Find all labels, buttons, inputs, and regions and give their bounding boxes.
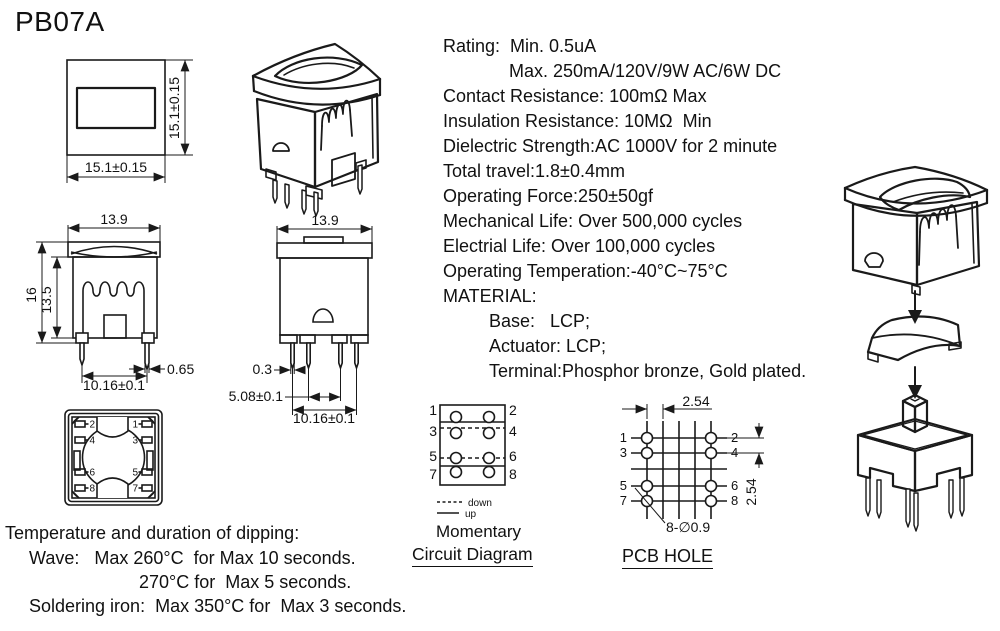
cover-part — [845, 167, 987, 295]
pin — [339, 343, 342, 368]
pin — [145, 343, 149, 369]
pin-number: 1 — [429, 402, 437, 418]
actuator-part — [868, 316, 961, 362]
pcb-hole-size-label: 8-∅0.9 — [666, 519, 711, 535]
body-notch — [332, 153, 355, 186]
spec-line: Contact Resistance: 100mΩ Max — [443, 86, 707, 106]
legend-down-label: down — [468, 498, 492, 509]
legend-up-label: up — [465, 509, 477, 520]
pin-number: 7 — [429, 466, 437, 482]
pin-number: 6 — [89, 467, 96, 479]
pcb-hole-drawing — [608, 388, 793, 550]
assembly-down-arrow — [908, 291, 922, 324]
circuit-type-label: Momentary — [436, 522, 522, 541]
pin-number: 3 — [132, 435, 138, 447]
top-view-width-dim: 15.1±0.15 — [84, 159, 148, 175]
pin-number: 4 — [731, 445, 739, 460]
top-view-window-outline — [77, 88, 155, 128]
spec-line: MATERIAL: — [443, 286, 537, 306]
page-title: PB07A — [15, 6, 105, 37]
spec-line: Total travel:1.8±0.4mm — [443, 161, 625, 181]
pin-number: 4 — [509, 423, 517, 439]
side-view-width-dim: 13.9 — [311, 212, 339, 228]
pin — [307, 343, 310, 368]
pin — [355, 343, 358, 368]
spring-contacts — [83, 282, 144, 338]
pcb-pitch-y-dim: 2.54 — [743, 478, 759, 506]
spec-line: Operating Temperation:-40°C~75°C — [443, 261, 728, 281]
pcb-pitch-x-dim: 2.54 — [682, 393, 710, 409]
pin-number: 4 — [89, 435, 96, 447]
pin-number: 1 — [132, 419, 138, 431]
front-view-drawing — [20, 205, 225, 400]
side-view-outer-span-dim: 10.16±0.1 — [292, 410, 356, 426]
pin-number: 5 — [132, 467, 138, 479]
spec-list — [443, 34, 806, 384]
bottom-view-drawing — [55, 400, 185, 525]
d-hole — [313, 309, 333, 322]
spec-line: Electrial Life: Over 100,000 cycles — [443, 236, 716, 256]
circuit-diagram-title: Circuit Diagram — [412, 544, 533, 567]
spec-line: Operating Force:250±50gf — [443, 186, 654, 206]
assembled-3d-drawing — [228, 38, 413, 233]
front-view-pin-width-dim: 0.65 — [167, 361, 195, 377]
cap-top-rim — [253, 44, 380, 79]
spec-line: Mechanical Life: Over 500,000 cycles — [443, 211, 743, 231]
base-part — [858, 395, 972, 531]
cap-outline — [277, 243, 372, 258]
front-view-pin-span-dim: 10.16±0.1 — [82, 377, 146, 393]
pin — [80, 343, 84, 365]
pin-number: 2 — [89, 419, 96, 431]
side-view-inner-span-dim: 5.08±0.1 — [228, 388, 283, 404]
pin-number: 2 — [731, 430, 739, 445]
side-view-drawing — [230, 205, 430, 430]
front-view-total-height-dim: 16 — [23, 287, 39, 303]
pcb-hole-title: PCB HOLE — [622, 546, 713, 569]
pin-number: 7 — [619, 493, 627, 508]
pin-number: 3 — [429, 423, 437, 439]
spec-line: Base: LCP; — [489, 311, 591, 331]
pin-number: 8 — [509, 466, 517, 482]
spec-line: Dielectric Strength:AC 1000V for 2 minute — [443, 136, 778, 156]
pin-number: 2 — [509, 402, 517, 418]
dipping-iron-line: Soldering iron: Max 350°C for Max 3 seconds. — [29, 596, 407, 616]
spec-line: Max. 250mA/120V/9W AC/6W DC — [509, 61, 782, 81]
dipping-wave-line2: 270°C for Max 5 seconds. — [139, 572, 352, 592]
front-view-body-height-dim: 13.5 — [38, 286, 54, 314]
d-hole — [273, 143, 289, 151]
dipping-title: Temperature and duration of dipping: — [5, 523, 300, 543]
body-right-face — [315, 94, 378, 187]
pin-number: 3 — [619, 445, 627, 460]
top-view-body-outline — [67, 60, 165, 155]
pin-number: 8 — [89, 483, 96, 495]
pin-number: 6 — [731, 478, 739, 493]
top-view-drawing — [20, 50, 210, 195]
pin-number: 5 — [619, 478, 627, 493]
pin-number: 7 — [132, 483, 138, 495]
dipping-wave-line: Wave: Max 260°C for Max 10 seconds. — [29, 548, 356, 568]
side-view-pin-width-dim: 0.3 — [252, 361, 272, 377]
exploded-3d-drawing — [835, 158, 1000, 562]
cap-lens — [275, 58, 362, 83]
spec-line: Actuator: LCP; — [489, 336, 607, 356]
pin-number: 8 — [731, 493, 739, 508]
top-view-height-dim: 15.1±0.15 — [166, 76, 182, 140]
spec-line: Terminal:Phosphor bronze, Gold plated. — [489, 361, 807, 381]
d-hole — [865, 253, 883, 267]
body-outline — [280, 258, 368, 335]
pin-number: 1 — [619, 430, 627, 445]
pin — [291, 343, 294, 368]
pin-number: 5 — [429, 448, 437, 464]
spec-line: Rating: Min. 0.5uA — [443, 36, 597, 56]
pin-number: 6 — [509, 448, 517, 464]
spec-line: Insulation Resistance: 10MΩ Min — [443, 111, 712, 131]
front-view-width-dim: 13.9 — [100, 211, 128, 227]
circuit-diagram-drawing — [405, 398, 555, 523]
